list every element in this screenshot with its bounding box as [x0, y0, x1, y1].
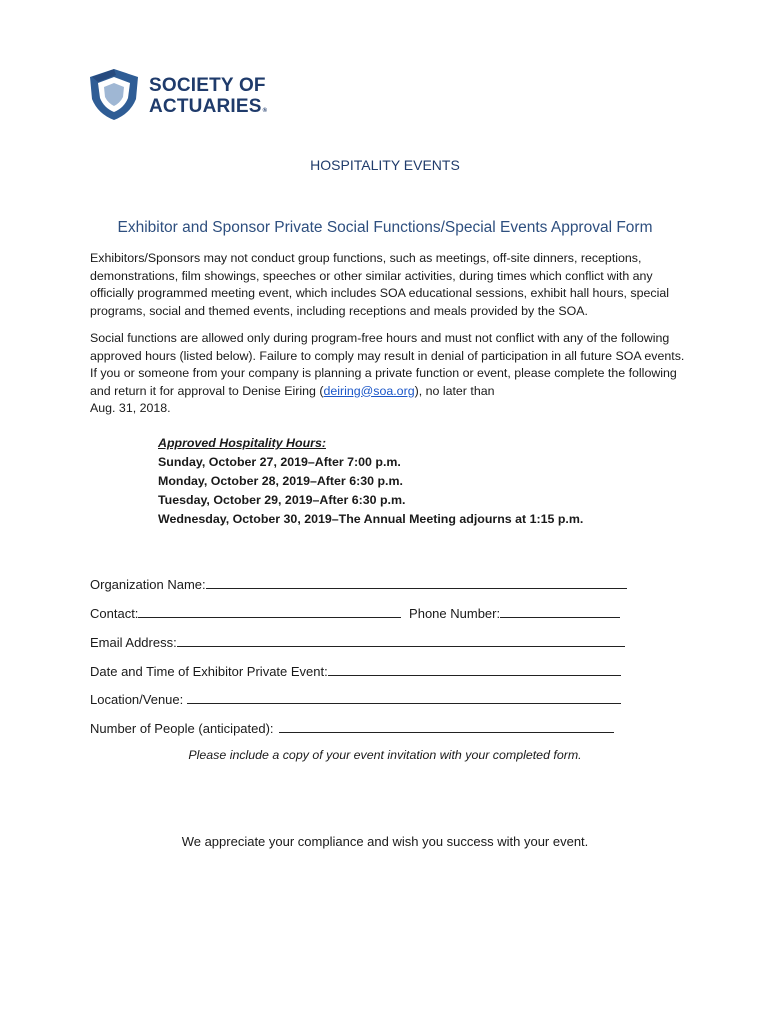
- datetime-line[interactable]: [328, 663, 621, 676]
- policy-paragraph: [90, 330, 690, 418]
- page-title: HOSPITALITY EVENTS: [310, 157, 460, 173]
- policy-text: Social functions are allowed only during program-free hours and must not conflict with any of the following approved hours (listed below). Failure to comply may result in denial of participation in all future SOA events. If you or someone from your company is planning a private function or event, please complete the following and return it for approval to Denise Eiring (: [90, 331, 685, 398]
- intro-paragraph: Exhibitors/Sponsors may not conduct group functions, such as meetings, off-site dinners, receptions, demonstrations, film showings, speeches or other similar activities, during times which conflict with any officially programmed meeting event, which includes SOA educational sessions, exhibit hall hours, special programs, social and themed events, including receptions and meals provided by the SOA.: [90, 251, 669, 318]
- hours-item: Tuesday, October 29, 2019–After 6:30 p.m.: [158, 493, 406, 507]
- contact-row: [90, 605, 620, 621]
- logo-trademark: ®: [262, 108, 268, 114]
- organization-field: [90, 576, 627, 592]
- phone-label: Phone Number:: [409, 606, 501, 621]
- hours-item: Monday, October 28, 2019–After 6:30 p.m.: [158, 474, 403, 488]
- phone-line[interactable]: [500, 605, 620, 618]
- approved-hours: [158, 434, 583, 529]
- society-of-actuaries-logo: [86, 66, 266, 124]
- organization-line[interactable]: [206, 576, 627, 589]
- email-line[interactable]: [177, 634, 625, 647]
- closing-text: We appreciate your compliance and wish you success with your event.: [181, 834, 589, 849]
- invitation-note: Please include a copy of your event invitation with your completed form.: [188, 748, 582, 762]
- datetime-label: Date and Time of Exhibitor Private Event:: [90, 664, 328, 679]
- logo-line-1: SOCIETY OF: [149, 75, 266, 96]
- people-label: Number of People (anticipated):: [90, 721, 274, 736]
- logo-line-2: ACTUARIES: [149, 96, 262, 117]
- hours-title: Approved Hospitality Hours:: [158, 436, 326, 450]
- location-field: [90, 691, 621, 707]
- organization-label: Organization Name:: [90, 577, 206, 592]
- hours-item: Wednesday, October 30, 2019–The Annual Meeting adjourns at 1:15 p.m.: [158, 512, 584, 526]
- hours-item: Sunday, October 27, 2019–After 7:00 p.m.: [158, 455, 401, 469]
- policy-text-end: ), no later than: [414, 383, 495, 398]
- form-subtitle: Exhibitor and Sponsor Private Social Functions/Special Events Approval Form: [117, 219, 653, 236]
- email-link[interactable]: deiring@soa.org: [323, 383, 415, 398]
- location-line[interactable]: [187, 691, 621, 704]
- contact-line[interactable]: [138, 605, 401, 618]
- datetime-field: [90, 663, 621, 679]
- shield-logo-icon: [86, 66, 142, 122]
- people-line[interactable]: [279, 720, 614, 733]
- email-field: [90, 634, 625, 650]
- logo-wordmark: [149, 75, 267, 122]
- location-label: Location/Venue:: [90, 692, 184, 707]
- contact-label: Contact:: [90, 606, 139, 621]
- email-label: Email Address:: [90, 635, 177, 650]
- people-field: [90, 720, 614, 736]
- deadline-text: Aug. 31, 2018.: [90, 401, 171, 415]
